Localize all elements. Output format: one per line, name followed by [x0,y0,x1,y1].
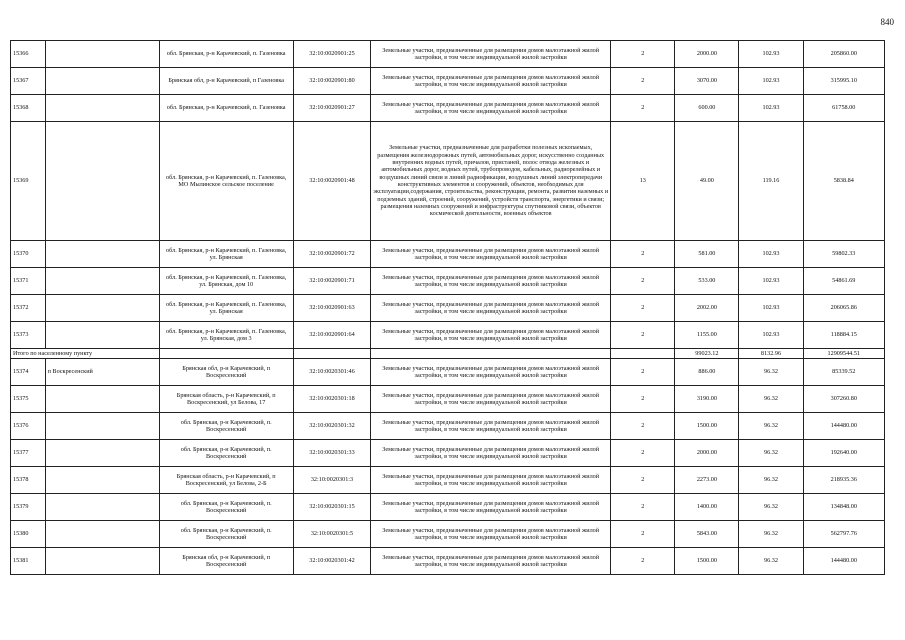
row-number: 15368 [11,95,46,122]
rate-cell: 102.93 [739,95,803,122]
settlement-cell [45,241,159,268]
row-number: 15374 [11,359,46,386]
area-cell: 2000.00 [675,41,739,68]
cadastral-value: 144480.00 [803,413,884,440]
row-number: 15372 [11,295,46,322]
use-code: 2 [611,440,675,467]
table-row [11,68,885,95]
settlement-cell [45,467,159,494]
address-cell: обл. Брянская, р-н Карачевский, п. Воскресенский [159,413,293,440]
table-row [11,95,885,122]
cadastral-value: 134848.00 [803,494,884,521]
address-cell: обл. Брянская, р-н Карачевский, п. Газеновка, ул. Брянская, дом 3 [159,322,293,349]
area-cell: 1400.00 [675,494,739,521]
table-row [11,521,885,548]
use-code: 2 [611,521,675,548]
cadastral-value: 218935.36 [803,467,884,494]
table-row [11,548,885,575]
land-use-cell: Земельные участки, предназначенные для размещения домов малоэтажной жилой застройки, в том числе индивидуальной жилой застройки [371,548,611,575]
settlement-cell [45,295,159,322]
table-row [11,467,885,494]
table-row [11,295,885,322]
row-number: 15376 [11,413,46,440]
total-empty-cell [371,349,611,359]
settlement-label: п Воскресенский [45,359,159,386]
cadastral-number: 32:10:0020901:48 [293,122,370,241]
row-number: 15367 [11,68,46,95]
area-cell: 1500.00 [675,548,739,575]
area-cell: 533.00 [675,268,739,295]
table-row [11,241,885,268]
rate-cell: 119.16 [739,122,803,241]
cadastral-number: 32:10:0020301:3 [293,467,370,494]
settlement-cell [45,521,159,548]
address-cell: обл. Брянская, р-н Карачевский, п. Газеновка, МО Мылинское сельское поселение [159,122,293,241]
cadastral-number: 32:10:0020301:18 [293,386,370,413]
total-area: 99023.12 [675,349,739,359]
land-use-cell: Земельные участки, предназначенные для размещения домов малоэтажной жилой застройки, в том числе индивидуальной жилой застройки [371,467,611,494]
cadastral-value: 205860.00 [803,41,884,68]
land-use-cell: Земельные участки, предназначенные для размещения домов малоэтажной жилой застройки, в том числе индивидуальной жилой застройки [371,41,611,68]
area-cell: 2000.00 [675,440,739,467]
rate-cell: 102.93 [739,68,803,95]
rows-group-voskresensky [11,359,885,575]
use-code: 2 [611,413,675,440]
use-code: 2 [611,68,675,95]
rate-cell: 96.32 [739,494,803,521]
address-cell: обл. Брянская, р-н Карачевский, п. Газеновка, ул. Брянская [159,295,293,322]
row-number: 15377 [11,440,46,467]
cadastral-value: 562797.76 [803,521,884,548]
settlement-cell [45,548,159,575]
address-cell: Брянская область, р-н Карачевский, п Воскресенский, ул Белова, 2-Б [159,467,293,494]
use-code: 2 [611,548,675,575]
rate-cell: 102.93 [739,241,803,268]
use-code: 2 [611,41,675,68]
use-code: 2 [611,241,675,268]
cadastral-value: 5838.84 [803,122,884,241]
table-row [11,494,885,521]
settlement-cell [45,122,159,241]
page-number: 840 [880,17,894,27]
rate-cell: 102.93 [739,295,803,322]
rate-cell: 96.32 [739,440,803,467]
table-row [11,386,885,413]
area-cell: 3070.00 [675,68,739,95]
cadastral-number: 32:10:0020301:46 [293,359,370,386]
settlement-cell [45,440,159,467]
total-label: Итого по населенному пункту [11,349,160,359]
cadastral-value: 54861.69 [803,268,884,295]
rate-cell: 96.32 [739,548,803,575]
land-use-cell: Земельные участки, предназначенные для размещения домов малоэтажной жилой застройки, в том числе индивидуальной жилой застройки [371,359,611,386]
total-empty-cell [611,349,675,359]
area-cell: 1155.00 [675,322,739,349]
settlement-cell [45,68,159,95]
address-cell: Брянская обл, р-н Карачевский, п Газеновка [159,68,293,95]
land-use-cell: Земельные участки, предназначенные для размещения домов малоэтажной жилой застройки, в том числе индивидуальной жилой застройки [371,413,611,440]
cadastral-number: 32:10:0020901:80 [293,68,370,95]
table-row [11,122,885,241]
cadastral-value: 206065.86 [803,295,884,322]
land-use-cell: Земельные участки, предназначенные для размещения домов малоэтажной жилой застройки, в том числе индивидуальной жилой застройки [371,521,611,548]
address-cell: Брянская обл, р-н Карачевский, п Воскресенский [159,359,293,386]
total-empty-cell [159,349,293,359]
address-cell: обл. Брянская, р-н Карачевский, п. Газеновка [159,41,293,68]
total-empty-cell [293,349,370,359]
cadastral-number: 32:10:0020301:15 [293,494,370,521]
row-number: 15379 [11,494,46,521]
cadastral-value: 315995.10 [803,68,884,95]
row-number: 15369 [11,122,46,241]
rate-cell: 96.32 [739,521,803,548]
row-number: 15371 [11,268,46,295]
cadastral-value: 85339.52 [803,359,884,386]
land-use-cell: Земельные участки, предназначенные для размещения домов малоэтажной жилой застройки, в том числе индивидуальной жилой застройки [371,268,611,295]
settlement-cell [45,268,159,295]
rate-cell: 102.93 [739,268,803,295]
land-use-cell: Земельные участки, предназначенные для разработки полезных ископаемых, размещения железнодорожных путей, автомобильных дорог, искусственно созданных внутренних водных путей, причалов, пристаней, полос отвода железных и автомобильных дорог, водных путей, трубопроводов, кабельных, радиорелейных и воздушных линий связи и линий радиофикации, воздушных линий электропередачи конструктивных элементов и сооружений, объектов, необходимых для эксплуатации,содержания, строительства, реконструкции, ремонта, развития наземных и подземных зданий, строений, сооружений, устройств транспорта, энергетики и связи; размещения наземных сооружений и инфраструктуры спутниковой связи, объектов космической деятельности, военных объектов [371,122,611,241]
address-cell: Брянская область, р-н Карачевский, п Воскресенский, ул Белова, 17 [159,386,293,413]
cadastral-number: 32:10:0020301:32 [293,413,370,440]
row-number: 15366 [11,41,46,68]
settlement-cell [45,95,159,122]
address-cell: обл. Брянская, р-н Карачевский, п. Воскресенский [159,440,293,467]
use-code: 2 [611,467,675,494]
use-code: 13 [611,122,675,241]
land-use-cell: Земельные участки, предназначенные для размещения домов малоэтажной жилой застройки, в том числе индивидуальной жилой застройки [371,295,611,322]
row-number: 15378 [11,467,46,494]
address-cell: обл. Брянская, р-н Карачевский, п. Газеновка, ул. Брянская, дом 10 [159,268,293,295]
total-rate: 8132.96 [739,349,803,359]
cadastral-number: 32:10:0020301:5 [293,521,370,548]
land-use-cell: Земельные участки, предназначенные для размещения домов малоэтажной жилой застройки, в том числе индивидуальной жилой застройки [371,68,611,95]
cadastral-number: 32:10:0020301:42 [293,548,370,575]
area-cell: 5843.00 [675,521,739,548]
table-row [11,322,885,349]
total-row [11,349,885,359]
use-code: 2 [611,95,675,122]
land-use-cell: Земельные участки, предназначенные для размещения домов малоэтажной жилой застройки, в том числе индивидуальной жилой застройки [371,241,611,268]
area-cell: 2273.00 [675,467,739,494]
rate-cell: 102.93 [739,41,803,68]
rate-cell: 96.32 [739,359,803,386]
row-number: 15381 [11,548,46,575]
table-row [11,359,885,386]
cadastral-number: 32:10:0020901:64 [293,322,370,349]
cadastral-value: 307260.80 [803,386,884,413]
cadastral-number: 32:10:0020901:72 [293,241,370,268]
cadastral-value: 192640.00 [803,440,884,467]
cadastral-number: 32:10:0020301:33 [293,440,370,467]
land-use-cell: Земельные участки, предназначенные для размещения домов малоэтажной жилой застройки, в том числе индивидуальной жилой застройки [371,95,611,122]
area-cell: 2002.00 [675,295,739,322]
use-code: 2 [611,386,675,413]
total-value: 12909544.51 [803,349,884,359]
total-row-group [11,349,885,359]
address-cell: обл. Брянская, р-н Карачевский, п. Воскресенский [159,521,293,548]
cadastral-number: 32:10:0020901:25 [293,41,370,68]
settlement-cell [45,494,159,521]
rate-cell: 96.32 [739,413,803,440]
land-use-cell: Земельные участки, предназначенные для размещения домов малоэтажной жилой застройки, в том числе индивидуальной жилой застройки [371,440,611,467]
table-row [11,41,885,68]
rows-group-gazenovka [11,41,885,349]
land-use-cell: Земельные участки, предназначенные для размещения домов малоэтажной жилой застройки, в том числе индивидуальной жилой застройки [371,386,611,413]
address-cell: обл. Брянская, р-н Карачевский, п. Воскресенский [159,494,293,521]
area-cell: 886.00 [675,359,739,386]
cadastral-number: 32:10:0020901:27 [293,95,370,122]
rate-cell: 96.32 [739,386,803,413]
use-code: 2 [611,359,675,386]
row-number: 15373 [11,322,46,349]
area-cell: 49.00 [675,122,739,241]
land-use-cell: Земельные участки, предназначенные для размещения домов малоэтажной жилой застройки, в том числе индивидуальной жилой застройки [371,494,611,521]
table-row [11,440,885,467]
rate-cell: 96.32 [739,467,803,494]
area-cell: 1500.00 [675,413,739,440]
address-cell: обл. Брянская, р-н Карачевский, п. Газеновка [159,95,293,122]
table-row [11,413,885,440]
cadastral-value: 61758.00 [803,95,884,122]
address-cell: Брянская обл, р-н Карачевский, п Воскресенский [159,548,293,575]
settlement-cell [45,386,159,413]
use-code: 2 [611,268,675,295]
land-use-cell: Земельные участки, предназначенные для размещения домов малоэтажной жилой застройки, в том числе индивидуальной жилой застройки [371,322,611,349]
row-number: 15380 [11,521,46,548]
row-number: 15375 [11,386,46,413]
address-cell: обл. Брянская, р-н Карачевский, п. Газеновка, ул. Брянская [159,241,293,268]
table-row [11,268,885,295]
land-registry-table [10,40,885,575]
use-code: 2 [611,322,675,349]
settlement-cell [45,41,159,68]
cadastral-value: 118884.15 [803,322,884,349]
area-cell: 600.00 [675,95,739,122]
use-code: 2 [611,494,675,521]
area-cell: 3190.00 [675,386,739,413]
cadastral-value: 144480.00 [803,548,884,575]
cadastral-number: 32:10:0020901:71 [293,268,370,295]
rate-cell: 102.93 [739,322,803,349]
use-code: 2 [611,295,675,322]
area-cell: 581.00 [675,241,739,268]
cadastral-number: 32:10:0020901:63 [293,295,370,322]
settlement-cell [45,322,159,349]
settlement-cell [45,413,159,440]
cadastral-value: 59802.33 [803,241,884,268]
row-number: 15370 [11,241,46,268]
